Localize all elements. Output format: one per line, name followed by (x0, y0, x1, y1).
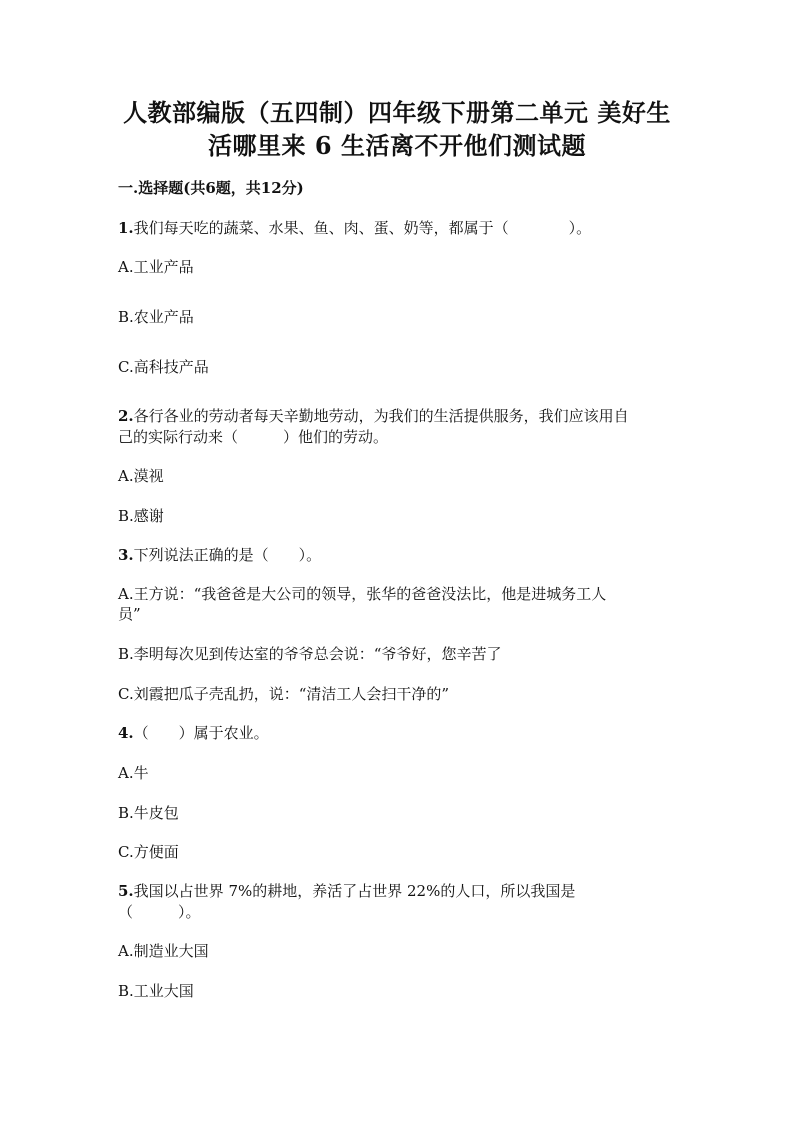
option-3c: C.刘霞把瓜子壳乱扔，说：“清洁工人会扫干净的” (118, 685, 450, 703)
option-3a-line-1: A.王方说：“我爸爸是大公司的领导，张华的爸爸没法比，他是进城务工人 (118, 585, 607, 603)
question-2 (118, 406, 678, 426)
question-text: 我们每天吃的蔬菜、水果、鱼、肉、蛋、奶等，都属于（ ）。 (133, 219, 592, 237)
document-title-line-1: 人教部编版（五四制）四年级下册第二单元 美好生 (123, 98, 671, 127)
question-number: 1. (118, 219, 134, 237)
question-2-text-line-2: 己的实际行动来（ ）他们的劳动。 (118, 428, 389, 446)
question-number: 5. (118, 882, 134, 900)
option-1c: C.高科技产品 (118, 358, 209, 376)
question-text: （ ）属于农业。 (133, 724, 269, 742)
option-5a: A.制造业大国 (118, 942, 209, 960)
option-4b: B.牛皮包 (118, 804, 179, 822)
question-1 (118, 218, 678, 238)
option-2a: A.漠视 (118, 467, 164, 485)
question-text: 下列说法正确的是（ ）。 (133, 546, 322, 564)
option-5b: B.工业大国 (118, 982, 194, 1000)
option-3a-line-2: 员” (118, 605, 141, 623)
question-text-line-1: 我国以占世界 7%的耕地，养活了占世界 22%的人口，所以我国是 (133, 882, 576, 900)
option-1a: A.工业产品 (118, 258, 194, 276)
option-4a: A.牛 (118, 764, 149, 782)
document-title-line-2: 活哪里来 6 生活离不开他们测试题 (208, 131, 586, 160)
option-2b: B.感谢 (118, 507, 164, 525)
question-number: 3. (118, 546, 134, 564)
question-text-line-1: 各行各业的劳动者每天辛勤地劳动，为我们的生活提供服务，我们应该用自 (133, 407, 629, 425)
question-3 (118, 545, 678, 565)
question-5-text-line-2: （ ）。 (118, 903, 201, 921)
section-heading: 一.选择题(共6题，共12分) (118, 179, 304, 197)
question-number: 4. (118, 724, 134, 742)
option-3b: B.李明每次见到传达室的爷爷总会说：“爷爷好，您辛苦了 (118, 645, 502, 663)
option-1b: B.农业产品 (118, 308, 194, 326)
question-4 (118, 723, 678, 743)
question-5 (118, 881, 678, 901)
question-number: 2. (118, 407, 134, 425)
option-4c: C.方便面 (118, 843, 179, 861)
